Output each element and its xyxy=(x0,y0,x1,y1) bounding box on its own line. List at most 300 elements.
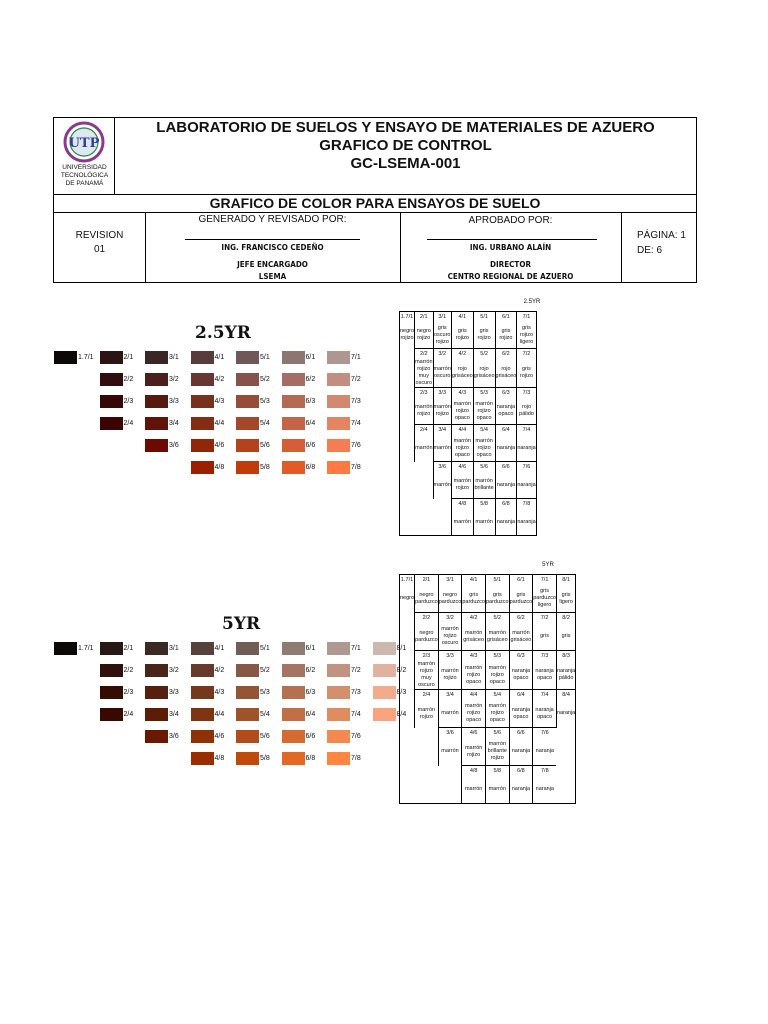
color-name-cell: marrón rojizo muy oscuro xyxy=(415,661,439,690)
color-chip xyxy=(236,461,259,474)
color-name-cell: gris xyxy=(533,623,557,651)
color-chip xyxy=(327,664,350,677)
munsell-code-cell: 3/1 xyxy=(438,575,462,586)
color-name-cell: marrón oscuro xyxy=(433,359,451,388)
munsell-code-cell: 3/4 xyxy=(433,425,451,436)
color-chip xyxy=(327,417,350,430)
chip-label: 6/2 xyxy=(305,376,316,383)
table-row xyxy=(400,690,576,701)
color-name-cell: marrón rojizo xyxy=(415,700,439,728)
color-name-cell: naranja opaco xyxy=(509,700,533,728)
color-name-cell: gris parduzco ligero xyxy=(533,585,557,613)
color-chip xyxy=(145,395,168,408)
color-name-cell: marrón rojizo xyxy=(438,661,462,690)
munsell-code-cell: 4/6 xyxy=(462,728,486,739)
approved-role: DIRECTOR xyxy=(490,260,531,269)
munsell-code-cell: 3/3 xyxy=(433,388,451,399)
color-name-cell xyxy=(556,776,575,804)
munsell-code-cell: 7/3 xyxy=(533,651,557,662)
color-chip xyxy=(327,642,350,655)
munsell-code-cell: 2/3 xyxy=(415,651,439,662)
munsell-code-cell: 1.7/1 xyxy=(400,575,415,586)
chip-label: 7/8 xyxy=(351,755,361,762)
table-row xyxy=(400,349,537,360)
color-name-cell: gris rojizo xyxy=(451,322,473,349)
chip-label: 7/4 xyxy=(351,711,361,718)
color-chip xyxy=(191,373,214,386)
table-row xyxy=(400,388,537,399)
munsell-code-cell: 6/2 xyxy=(495,349,517,360)
color-name-cell: marrón rojizo opaco xyxy=(473,435,495,462)
lab-title: LABORATORIO DE SUELOS Y ENSAYO DE MATERIALES DE AZUERO xyxy=(156,119,655,136)
approved-name: ING. URBANO ALAÍN xyxy=(469,243,552,252)
munsell-code-cell xyxy=(400,462,415,473)
page-total: DE: 6 xyxy=(637,245,663,256)
munsell-code-cell: 6/2 xyxy=(509,613,533,624)
table-row xyxy=(400,435,537,462)
chip-label: 5/8 xyxy=(260,464,270,471)
chip-label: 2/1 xyxy=(123,354,134,361)
color-chip xyxy=(191,686,214,699)
munsell-code-cell: 7/3 xyxy=(517,388,536,399)
color-name-cell xyxy=(415,776,439,804)
chip-label: 6/6 xyxy=(305,733,316,740)
munsell-code-cell: 7/1 xyxy=(533,575,557,586)
color-name-cell xyxy=(400,359,415,388)
chip-label: 5/3 xyxy=(260,398,270,405)
munsell-code-cell xyxy=(415,728,439,739)
svg-text:UTP: UTP xyxy=(68,136,100,151)
document-header xyxy=(53,117,697,283)
chip-label: 6/4 xyxy=(305,420,316,427)
munsell-code-cell xyxy=(415,462,433,473)
table-row xyxy=(400,398,537,425)
table-row xyxy=(400,472,537,499)
color-name-cell: negro rojizo xyxy=(400,322,415,349)
color-name-cell: gris rojizo xyxy=(517,359,536,388)
color-name-cell xyxy=(400,623,415,651)
university-name-line: DE PANAMÁ xyxy=(65,180,104,187)
approved-dept: CENTRO REGIONAL DE AZUERO xyxy=(447,272,574,281)
munsell-code-cell: 6/1 xyxy=(509,575,533,586)
color-name-cell xyxy=(400,661,415,690)
color-name-cell: marrón rojizo opaco xyxy=(473,398,495,425)
munsell-code-cell: 7/8 xyxy=(517,499,536,510)
color-chip xyxy=(145,730,168,743)
university-name-line: TECNOLÓGICA xyxy=(60,172,109,179)
munsell-code-cell: 5/4 xyxy=(485,690,509,701)
revision-label: REVISION xyxy=(75,230,124,241)
color-chip xyxy=(100,351,123,364)
color-name-cell: naranja opaco xyxy=(533,661,557,690)
munsell-code-cell xyxy=(438,766,462,777)
color-name-cell: marrón rojizo opaco xyxy=(462,700,486,728)
munsell-code-cell xyxy=(400,349,415,360)
munsell-code-cell: 6/4 xyxy=(509,690,533,701)
munsell-code-cell xyxy=(400,388,415,399)
color-name-cell xyxy=(400,398,415,425)
color-chip xyxy=(236,417,259,430)
color-chip xyxy=(327,686,350,699)
color-chip xyxy=(327,439,350,452)
control-title: GRAFICO DE CONTROL xyxy=(319,137,492,154)
table-row xyxy=(400,661,576,690)
color-chip xyxy=(145,351,168,364)
university-name-line: UNIVERSIDAD xyxy=(62,164,107,171)
color-name-cell: negro parduzco xyxy=(438,585,462,613)
color-chip xyxy=(191,395,214,408)
color-name-cell: marrón rojizo opaco xyxy=(451,435,473,462)
color-chip xyxy=(191,351,214,364)
munsell-code-cell: 6/4 xyxy=(495,425,517,436)
munsell-code-cell: 6/8 xyxy=(509,766,533,777)
generated-dept: LSEMA xyxy=(258,272,287,281)
munsell-code-cell: 6/6 xyxy=(509,728,533,739)
chip-label: 7/6 xyxy=(351,442,361,449)
color-chip xyxy=(100,373,123,386)
color-chip xyxy=(145,439,168,452)
color-chip xyxy=(373,686,396,699)
color-name-cell xyxy=(556,738,575,766)
color-name-cell xyxy=(400,700,415,728)
color-name-cell: marrón rojizo opaco xyxy=(462,661,486,690)
munsell-code-cell: 5/2 xyxy=(473,349,495,360)
munsell-code-cell: 6/3 xyxy=(495,388,517,399)
color-name-cell: naranja opaco xyxy=(533,700,557,728)
munsell-code-cell: 8/1 xyxy=(556,575,575,586)
chip-label: 8/1 xyxy=(396,645,407,652)
chip-label: 6/2 xyxy=(305,667,316,674)
chart-title-5yr: 5YR xyxy=(222,614,261,634)
generated-name: ING. FRANCISCO CEDEÑO xyxy=(221,243,324,252)
color-name-cell: marrón brillante xyxy=(473,472,495,499)
chip-label: 3/2 xyxy=(169,376,179,383)
chip-label: 7/3 xyxy=(351,398,361,405)
color-name-cell: negro rojizo xyxy=(415,322,433,349)
munsell-code-cell: 4/6 xyxy=(451,462,473,473)
color-chip xyxy=(191,752,214,765)
color-chip xyxy=(100,664,123,677)
chip-label: 7/2 xyxy=(351,376,361,383)
chip-label: 6/8 xyxy=(305,755,316,762)
color-chip xyxy=(145,708,168,721)
chip-label: 5/6 xyxy=(260,733,270,740)
color-chip xyxy=(100,642,123,655)
color-name-cell: rojo grisáceo xyxy=(495,359,517,388)
color-name-cell: marrón rojizo xyxy=(451,472,473,499)
munsell-code-cell: 5/3 xyxy=(473,388,495,399)
color-chip xyxy=(145,642,168,655)
chip-label: 2/3 xyxy=(123,689,134,696)
chip-label: 3/1 xyxy=(169,645,179,652)
munsell-code-cell: 7/2 xyxy=(517,349,536,360)
munsell-code-cell: 4/4 xyxy=(451,425,473,436)
color-name-cell: marrón rojizo opaco xyxy=(485,661,509,690)
chip-label: 5/2 xyxy=(260,667,270,674)
chip-label: 3/3 xyxy=(169,398,179,405)
color-name-cell: gris parduzco xyxy=(462,585,486,613)
generated-role: JEFE ENCARGADO xyxy=(237,260,308,269)
color-name-cell: naranja xyxy=(533,776,557,804)
color-chip xyxy=(236,439,259,452)
chip-label: 7/8 xyxy=(351,464,361,471)
chip-label: 5/3 xyxy=(260,689,270,696)
color-chip xyxy=(327,395,350,408)
revision-value: 01 xyxy=(93,244,106,255)
munsell-code-cell: 2/4 xyxy=(415,425,433,436)
chip-label: 5/4 xyxy=(260,420,270,427)
munsell-code-cell: 4/8 xyxy=(462,766,486,777)
munsell-code-cell: 6/8 xyxy=(495,499,517,510)
color-chip xyxy=(236,373,259,386)
chip-label: 5/8 xyxy=(260,755,270,762)
munsell-code-cell: 2/4 xyxy=(415,690,439,701)
color-name-cell: marrón xyxy=(462,776,486,804)
color-name-cell: gris rojizo xyxy=(473,322,495,349)
munsell-code-cell xyxy=(415,499,433,510)
chip-label: 4/6 xyxy=(214,442,225,449)
page-title: GRAFICO DE COLOR PARA ENSAYOS DE SUELO xyxy=(54,195,696,213)
chip-label: 2/4 xyxy=(123,420,134,427)
color-chip xyxy=(191,439,214,452)
color-chip xyxy=(327,708,350,721)
munsell-code-cell: 3/2 xyxy=(438,613,462,624)
chip-label: 5/6 xyxy=(260,442,270,449)
color-name-cell: marrón rojizo muy oscuro xyxy=(415,359,433,386)
munsell-code-cell: 7/8 xyxy=(533,766,557,777)
color-name-cell xyxy=(438,776,462,804)
color-name-cell: marrón xyxy=(438,700,462,728)
munsell-code-cell: 7/4 xyxy=(517,425,536,436)
color-name-cell: rojo grisáceo xyxy=(473,359,495,388)
color-chip xyxy=(145,664,168,677)
color-chip xyxy=(282,686,305,699)
chip-label: 2/3 xyxy=(123,398,134,405)
chip-label: 4/2 xyxy=(214,667,225,674)
color-chip xyxy=(282,439,305,452)
chip-label: 8/3 xyxy=(396,689,407,696)
chip-label: 4/4 xyxy=(214,420,225,427)
chip-label: 4/2 xyxy=(214,376,225,383)
munsell-code-cell: 5/3 xyxy=(485,651,509,662)
color-name-cell: rojo grisáceo xyxy=(451,359,473,388)
chip-label: 4/8 xyxy=(214,755,225,762)
color-name-cell xyxy=(415,472,433,499)
munsell-code-cell: 5/8 xyxy=(485,766,509,777)
color-name-table xyxy=(399,311,537,536)
color-name-cell xyxy=(400,776,415,804)
munsell-code-cell: 4/2 xyxy=(462,613,486,624)
color-chip xyxy=(282,708,305,721)
color-chip xyxy=(236,752,259,765)
table-row xyxy=(400,312,537,323)
munsell-code-cell xyxy=(400,690,415,701)
document-code: GC-LSEMA-001 xyxy=(350,155,461,172)
chip-label: 3/6 xyxy=(169,442,179,449)
chip-label: 8/2 xyxy=(396,667,407,674)
color-name-cell: marrón grisáceo xyxy=(509,623,533,651)
color-chip xyxy=(191,664,214,677)
table-row xyxy=(400,499,537,510)
divider xyxy=(621,213,622,282)
chip-label: 4/1 xyxy=(214,645,225,652)
color-chip xyxy=(373,664,396,677)
chip-label: 7/4 xyxy=(351,420,361,427)
color-name-cell xyxy=(400,509,415,536)
munsell-code-cell: 3/1 xyxy=(433,312,451,323)
munsell-code-cell: 4/4 xyxy=(462,690,486,701)
chip-label: 3/2 xyxy=(169,667,179,674)
table-title-5yr: 5YR xyxy=(542,562,554,568)
color-name-cell: marrón xyxy=(451,509,473,536)
munsell-code-cell: 5/6 xyxy=(473,462,495,473)
munsell-code-cell xyxy=(400,766,415,777)
chip-label: 1.7/1 xyxy=(78,354,94,361)
color-name-cell: naranja opaco xyxy=(509,661,533,690)
chip-label: 6/3 xyxy=(305,398,316,405)
color-name-cell: naranja xyxy=(556,700,575,728)
color-chip xyxy=(100,395,123,408)
color-name-cell: marrón brillante rojizo xyxy=(485,738,509,766)
table-row xyxy=(400,462,537,473)
color-name-cell xyxy=(400,435,415,462)
munsell-code-cell: 5/1 xyxy=(473,312,495,323)
color-chip xyxy=(236,395,259,408)
color-chip xyxy=(327,461,350,474)
color-name-cell: negro parduzco xyxy=(415,623,439,651)
chip-label: 6/3 xyxy=(305,689,316,696)
chip-label: 7/2 xyxy=(351,667,361,674)
color-chip xyxy=(236,730,259,743)
munsell-code-cell: 5/4 xyxy=(473,425,495,436)
munsell-code-cell xyxy=(400,425,415,436)
chip-label: 2/1 xyxy=(123,645,134,652)
color-name-cell: naranja xyxy=(509,776,533,804)
color-chip xyxy=(327,351,350,364)
color-name-table xyxy=(396,574,576,804)
color-chip xyxy=(327,730,350,743)
color-name-cell: naranja xyxy=(495,435,517,462)
color-name-cell xyxy=(415,738,439,766)
color-name-cell: negro parduzco xyxy=(415,585,439,613)
color-name-cell: gris xyxy=(556,623,575,651)
chip-label: 6/1 xyxy=(305,354,316,361)
color-chip xyxy=(100,417,123,430)
color-chip xyxy=(145,417,168,430)
color-chip xyxy=(191,417,214,430)
color-chip xyxy=(54,351,77,364)
chart-title-25yr: 2.5YR xyxy=(195,323,251,343)
munsell-code-cell: 2/2 xyxy=(415,613,439,624)
color-name-cell: naranja opaco xyxy=(495,398,517,425)
chip-label: 2/2 xyxy=(123,376,134,383)
color-chip xyxy=(327,373,350,386)
chip-label: 3/3 xyxy=(169,689,179,696)
color-name-cell: marrón xyxy=(473,509,495,536)
munsell-code-cell: 3/2 xyxy=(433,349,451,360)
color-chip xyxy=(100,686,123,699)
color-name-cell: naranja xyxy=(509,738,533,766)
munsell-code-cell: 3/4 xyxy=(438,690,462,701)
munsell-code-cell: 5/6 xyxy=(485,728,509,739)
table-row xyxy=(400,613,576,624)
chip-label: 3/6 xyxy=(169,733,179,740)
table-row xyxy=(400,766,576,777)
color-chip xyxy=(236,708,259,721)
table-row xyxy=(400,425,537,436)
munsell-code-cell: 3/3 xyxy=(438,651,462,662)
color-chip xyxy=(282,373,305,386)
color-name-cell: gris parduzco xyxy=(485,585,509,613)
munsell-code-cell: 4/1 xyxy=(451,312,473,323)
chip-label: 4/4 xyxy=(214,711,225,718)
color-chip xyxy=(191,708,214,721)
color-name-cell: marrón grisáceo xyxy=(485,623,509,651)
color-chip xyxy=(282,351,305,364)
munsell-code-cell: 5/8 xyxy=(473,499,495,510)
chip-label: 2/2 xyxy=(123,667,134,674)
color-name-cell: naranja xyxy=(495,472,517,499)
color-name-cell: gris oscuro rojizo xyxy=(433,322,451,349)
color-name-cell: marrón xyxy=(415,435,433,462)
chip-label: 2/4 xyxy=(123,711,134,718)
table-row xyxy=(400,359,537,388)
munsell-code-cell: 7/6 xyxy=(533,728,557,739)
munsell-code-cell xyxy=(556,766,575,777)
color-chip xyxy=(191,461,214,474)
chip-label: 8/4 xyxy=(396,711,407,718)
university-logo xyxy=(62,121,106,163)
color-chip xyxy=(145,686,168,699)
table-row xyxy=(400,322,537,349)
color-chip xyxy=(282,642,305,655)
chip-label: 5/4 xyxy=(260,711,270,718)
chip-label: 7/6 xyxy=(351,733,361,740)
munsell-code-cell: 8/4 xyxy=(556,690,575,701)
chip-label: 4/8 xyxy=(214,464,225,471)
color-chip xyxy=(282,395,305,408)
color-chip xyxy=(191,642,214,655)
munsell-code-cell xyxy=(556,728,575,739)
color-name-cell: naranja xyxy=(495,509,517,536)
logo-cell xyxy=(54,118,115,194)
color-name-cell: gris parduzco xyxy=(509,585,533,613)
color-chip xyxy=(236,351,259,364)
color-name-cell: marrón rojizo xyxy=(433,398,451,425)
table-row xyxy=(400,738,576,766)
color-name-cell: naranja xyxy=(517,509,536,536)
table-row xyxy=(400,509,537,536)
munsell-code-cell: 7/1 xyxy=(517,312,536,323)
color-name-cell xyxy=(400,738,415,766)
color-chip xyxy=(236,642,259,655)
table-row xyxy=(400,651,576,662)
signature-line xyxy=(427,239,597,240)
munsell-code-cell: 4/3 xyxy=(462,651,486,662)
munsell-code-cell xyxy=(415,766,439,777)
chip-label: 4/6 xyxy=(214,733,225,740)
color-name-cell: gris rojizo ligero xyxy=(517,322,536,349)
color-name-cell: marrón xyxy=(433,435,451,462)
color-chip xyxy=(327,752,350,765)
table-row xyxy=(400,575,576,586)
chip-label: 3/1 xyxy=(169,354,179,361)
munsell-code-cell: 2/1 xyxy=(415,575,439,586)
chip-label: 5/1 xyxy=(260,645,270,652)
color-name-cell: marrón xyxy=(485,776,509,804)
munsell-code-cell xyxy=(400,613,415,624)
munsell-code-cell: 4/3 xyxy=(451,388,473,399)
